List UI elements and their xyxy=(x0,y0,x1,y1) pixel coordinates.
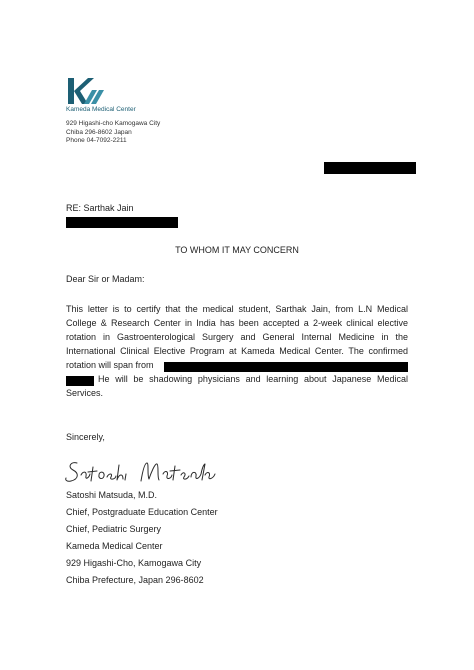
signer-name: Satoshi Matsuda, M.D. xyxy=(66,490,158,500)
redacted-date xyxy=(324,162,416,174)
body-line: rotation will span from xyxy=(66,360,154,370)
signer-address: 929 Higashi-Cho, Kamogawa City xyxy=(66,558,202,568)
signer-address: Chiba Prefecture, Japan 296-8602 xyxy=(66,575,204,585)
address-line: Chiba 296-8602 Japan xyxy=(66,128,132,136)
signer-title: Chief, Pediatric Surgery xyxy=(66,524,162,534)
redacted-rotation-dates xyxy=(164,362,408,372)
letterhead-address xyxy=(66,120,160,146)
handwritten-signature xyxy=(63,455,223,489)
body-line: This letter is to certify that the medical student, Sarthak Jain, from L.N Medical xyxy=(66,304,408,314)
signer-title: Chief, Postgraduate Education Center xyxy=(66,507,218,517)
redacted-reference xyxy=(66,217,178,228)
body-line: Services. xyxy=(66,388,104,398)
signature-block xyxy=(66,487,218,589)
body-line: College & Research Center in India has been accepted a 2-week clinical elective xyxy=(66,318,408,328)
salutation: Dear Sir or Madam: xyxy=(66,274,145,284)
body-line: International Clinical Elective Program at Kameda Medical Center. The confirmed xyxy=(66,346,408,356)
address-line: Phone 04-7092-2211 xyxy=(66,137,127,145)
body-line: rotation in Gastroenterological Surgery and General Internal Medicine in the xyxy=(66,332,408,342)
redacted-rotation-dates-cont xyxy=(66,376,94,386)
body-line: He will be shadowing physicians and learning about Japanese Medical xyxy=(98,374,408,384)
re-line: RE: Sarthak Jain xyxy=(66,203,134,213)
signer-organization: Kameda Medical Center xyxy=(66,541,163,551)
address-line: 929 Higashi-cho Kamogawa City xyxy=(66,120,161,127)
kameda-logo-icon xyxy=(66,76,106,106)
letter-heading: TO WHOM IT MAY CONCERN xyxy=(175,245,299,255)
organization-name: Kameda Medical Center xyxy=(66,106,136,113)
closing: Sincerely, xyxy=(66,432,105,442)
